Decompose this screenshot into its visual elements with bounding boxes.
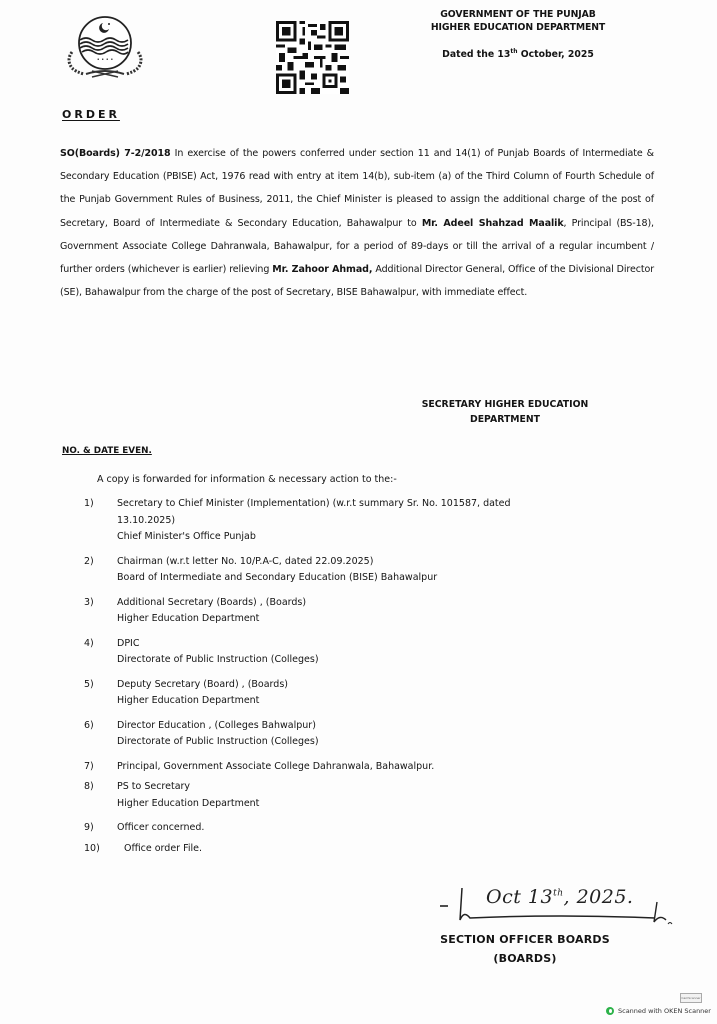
relieved-officer-name: Mr. Zahoor Ahmad, [272,264,373,276]
list-item: 9) Officer concerned. [84,822,205,833]
department-title: HIGHER EDUCATION DEPARTMENT [430,22,606,33]
oken-scanner-watermark: Scanned with OKEN Scanner [606,1007,711,1015]
document-date: Dated the 13th October, 2025 [442,48,594,61]
list-item: 5) Deputy Secretary (Board) , (Boards) Higher Education Department [84,678,288,706]
svg-text:• • • •: • • • • [96,57,114,63]
list-item: 8) PS to Secretary Higher Education Department [84,781,260,809]
department-header [418,8,618,34]
copy-intro: A copy is forwarded for information & necessary action to the:- [97,474,397,485]
order-title: ORDER [62,108,120,121]
section-officer-signatory: SECTION OFFICER BOARDS (BOARDS) [440,933,610,965]
list-item: 3) Additional Secretary (Boards) , (Boards) Higher Education Department [84,596,307,624]
qr-code-icon [276,21,349,94]
oken-scanner-icon [606,1007,614,1015]
secretary-signatory: SECRETARY HIGHER EDUCATION DEPARTMENT [421,399,589,425]
distribution-list [84,496,644,865]
list-item: 2) Chairman (w.r.t letter No. 10/P.A-C, dated 22.09.2025) Board of Intermediate and Secondary Education (BISE) Bahawalpur [84,555,438,583]
camscanner-badge: CamScanner [680,993,702,1003]
punjab-emblem-icon [62,14,148,80]
government-title: GOVERNMENT OF THE PUNJAB [440,9,596,20]
list-item: 1) Secretary to Chief Minister (Implementation) (w.r.t summary Sr. No. 101587, dated 13.10.2025) Chief Minister's Office Punjab [84,498,511,542]
no-date-even: NO. & DATE EVEN. [62,446,152,456]
order-reference: SO(Boards) 7-2/2018 [60,148,171,159]
list-item: 4) DPIC Directorate of Public Instruction (Colleges) [84,637,319,665]
handwritten-date: Oct 13th, 2025. [486,886,634,908]
list-item: 6) Director Education , (Colleges Bahwalpur) Directorate of Public Instruction (Colleges) [84,719,319,747]
appointee-name: Mr. Adeel Shahzad Maalik [421,217,564,229]
list-item: 10) Office order File. [84,842,203,854]
order-body: SO(Boards) 7-2/2018 In exercise of the powers conferred under section 11 and 14(1) of Punjab Boards of Intermediate & Secondary Education (PBISE) Act, 1976 read with entry at item 14(b), sub-item (a) of the Third Column of Fourth Schedule of the Punjab Government Rules of Business, 2011, the Chief Minister is pleased to assign the additional charge of the post of Secretary, Board of Intermediate & Secondary Education, Bahawalpur to Mr. Adeel Shahzad Maalik, Principal (BS-18), Government Associate College Dahranwala, Bahawalpur, for a period of 89-days or till the arrival of a regular incumbent / further orders (whichever is earlier) relieving Mr. Zahoor Ahmad, Additional Director General, Office of the Divisional Director (SE), Bahawalpur from the charge of the post of Secretary, BISE Bahawalpur, with immediate effect. [60,148,654,299]
handwritten-signature [440,880,680,930]
list-item: 7) Principal, Government Associate College Dahranwala, Bahawalpur. [84,760,435,772]
